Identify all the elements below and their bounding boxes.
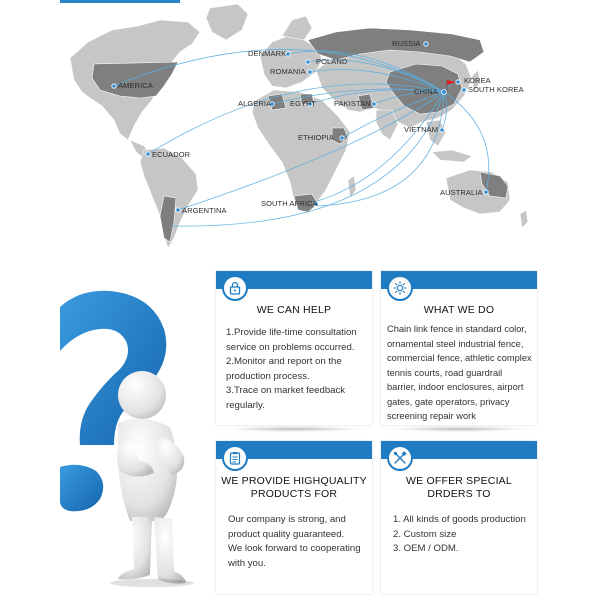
card-title: WE CAN HELP: [256, 304, 332, 316]
label-korea: KOREA: [464, 76, 491, 85]
card-what-we-do: [381, 271, 537, 425]
card-title: WHAT WE DO: [423, 304, 495, 316]
card-title-line: DRDERS TO: [427, 488, 491, 500]
label-vietnam: VIETNAM: [404, 125, 439, 134]
greenland-shape: [206, 4, 248, 40]
dot-vietnam: [440, 128, 444, 132]
card-title: [381, 475, 537, 501]
label-egypt: EGYPT: [290, 99, 316, 108]
dot-ecuador: [146, 152, 150, 156]
card-body: [393, 513, 533, 557]
dot-argentina: [176, 208, 180, 212]
dot-south-korea: [462, 88, 466, 92]
card-line: gates, gate operators, privacy: [387, 396, 510, 407]
card-line: with you.: [228, 557, 266, 569]
sun-icon: [387, 275, 413, 301]
label-algeria: ALGERIA: [238, 99, 272, 108]
label-denmark: DENMARK: [248, 49, 287, 58]
dot-america: [112, 84, 116, 88]
new-zealand-shape: [520, 210, 528, 228]
card-high-quality: [216, 441, 372, 594]
lock-icon: [222, 275, 248, 301]
label-south-korea: SOUTH KOREA: [468, 85, 524, 94]
dot-denmark: [286, 52, 290, 56]
card-line: 3.Trace on market feedback: [226, 385, 346, 396]
card-line: screening repair work: [387, 411, 476, 421]
dot-australia: [484, 190, 488, 194]
card-title-line: PRODUCTS FOR: [250, 488, 338, 500]
label-south-africa: SOUTH AFRICA: [261, 199, 318, 208]
card-line: barrier, indoor enclosures, airport: [387, 382, 524, 392]
card-line: regularly.: [226, 399, 265, 411]
label-ecuador: ECUADOR: [152, 150, 191, 159]
label-america: AMERICA: [118, 81, 153, 90]
card-title-line: WE OFFER SPECIAL: [406, 475, 512, 487]
clipboard-icon: [222, 445, 248, 471]
card-line: product quality guaranteed.: [228, 528, 345, 540]
card-we-can-help: [216, 271, 372, 425]
label-argentina: ARGENTINA: [182, 206, 227, 215]
label-russia: RUSSIA: [392, 39, 421, 48]
card-line: 1. All kinds of goods production: [393, 514, 526, 525]
label-australia: AUSTRALIA: [440, 188, 483, 197]
card-line: 2.Monitor and report on the: [226, 356, 342, 367]
dot-pakistan: [372, 102, 376, 106]
dot-romania: [308, 70, 312, 74]
dot-korea: [456, 80, 460, 84]
card-special-orders: [381, 441, 537, 594]
dot-china: [442, 90, 447, 95]
label-china: CHINA: [414, 87, 438, 96]
label-poland: POLAND: [316, 57, 348, 66]
card-body: [228, 513, 368, 571]
card-line: production process.: [226, 370, 310, 382]
label-romania: ROMANIA: [270, 67, 306, 76]
card-title-line: WE PROVIDE HIGHQUALITY: [221, 475, 367, 487]
card-body: [226, 326, 368, 413]
tools-icon: [387, 445, 413, 471]
figure-body: [117, 371, 186, 584]
card-line: tennis courts, road guardrail: [387, 367, 503, 378]
label-pakistan: PAKISTAN: [334, 99, 371, 108]
card-line: service on problems occurred.: [226, 341, 355, 353]
card-drop-shadow: [226, 426, 362, 432]
card-line: Chain link fence in standard color,: [387, 324, 527, 334]
card-line: ornamental steel industrial fence,: [387, 338, 524, 349]
thinking-figure-illustration: [60, 285, 210, 590]
card-body: [387, 322, 537, 424]
dot-poland: [306, 60, 310, 64]
dot-ethiopia: [340, 136, 344, 140]
madagascar-shape: [348, 176, 356, 198]
card-line: 2. Custom size: [393, 528, 457, 540]
world-map: [60, 0, 540, 265]
card-line: commercial fence, athletic complex: [387, 353, 532, 363]
card-line: 1.Provide life-time consultation: [226, 327, 357, 338]
indonesia-shape: [432, 150, 472, 162]
card-line: Our company is strong, and: [228, 514, 346, 525]
dot-russia: [424, 42, 428, 46]
card-title: [216, 475, 372, 501]
card-drop-shadow: [391, 426, 527, 432]
card-line: We look forward to cooperating: [228, 543, 361, 554]
card-line: 3. OEM / ODM.: [393, 543, 459, 554]
scandinavia-shape: [282, 16, 312, 40]
label-ethiopia: ETHIOPIA: [298, 133, 334, 142]
